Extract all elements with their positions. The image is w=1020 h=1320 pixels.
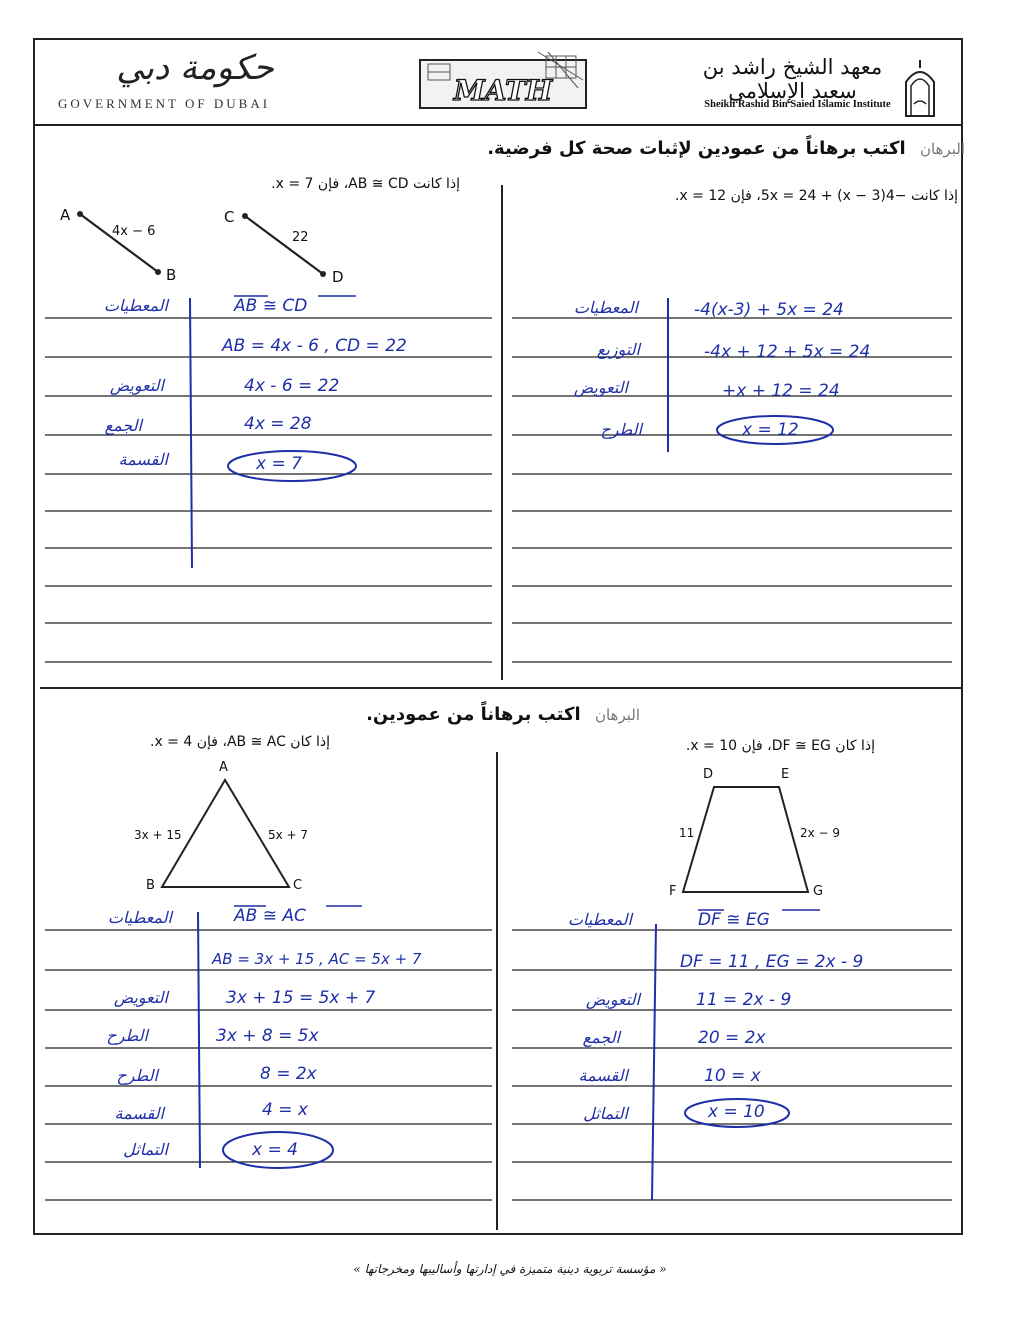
s1r-reason-1: المعطيات (573, 298, 638, 317)
s1l-reason-4: القسمة (118, 450, 168, 469)
s2l-step-4: 3x + 8 = 5x (216, 1026, 319, 1046)
fig-label-D: D (332, 268, 344, 286)
s1r-step-3: +x + 12 = 24 (722, 381, 840, 401)
tri-label-C: C (293, 878, 303, 893)
fig-label-C: C (224, 208, 235, 226)
s2-right-statement: إذا كان DF ≅ EG، فإن x = 10. (685, 738, 875, 754)
tri-label-A: A (219, 760, 228, 775)
s2-left-statement: إذا كان AB ≅ AC، فإن x = 4. (149, 734, 330, 750)
s1l-step-4: 4x = 28 (244, 414, 312, 434)
gov-logo-english: GOVERNMENT OF DUBAI (58, 96, 271, 111)
s1l-reason-2: التعويض (109, 376, 164, 395)
fig-label-B: B (166, 266, 177, 284)
trap-label-G: G (813, 884, 824, 899)
s1l-reason-3: الجمع (104, 416, 142, 435)
s2r-reason-2: التعويض (585, 990, 640, 1009)
footer-motto: « مؤسسة تربوية دينية متميزة في إدارتها وأساليبها ومخرجاتها » (353, 1262, 667, 1276)
s2l-step-2: AB = 3x + 15 , AC = 5x + 7 (212, 950, 422, 968)
institute-name-arabic: معهد الشيخ راشد بن سعيد الإسلامي (702, 55, 883, 103)
trap-label-F: F (669, 884, 677, 899)
math-logo-text: MATH (453, 74, 553, 107)
s2r-step-3: 11 = 2x - 9 (696, 990, 792, 1010)
s1r-reason-3: التعويض (573, 378, 628, 397)
section1-label: البرهان (919, 140, 965, 158)
section2-instruction: اكتب برهاناً من عمودين. (366, 704, 581, 725)
gov-logo-arabic: حكومة دبي (116, 48, 274, 88)
s2l-reason-5: القسمة (114, 1104, 164, 1123)
s1r-step-4: x = 12 (742, 420, 799, 440)
s1l-step-5: x = 7 (256, 454, 302, 474)
s2r-step-2: DF = 11 , EG = 2x - 9 (680, 952, 864, 972)
s2l-reason-4: الطرح (116, 1066, 158, 1085)
s1r-reason-2: التوزيع (596, 340, 640, 359)
s2l-reason-2: التعويض (113, 988, 168, 1007)
tri-label-left: 3x + 15 (134, 828, 182, 842)
s2r-reason-5: التماثل (583, 1104, 628, 1123)
section2-label: البرهان (594, 706, 640, 724)
s2l-reason-3: الطرح (106, 1026, 148, 1045)
trap-label-E: E (781, 767, 790, 782)
s2r-step-5: 10 = x (704, 1066, 761, 1086)
s2l-reason-6: التماثل (123, 1140, 168, 1159)
trap-label-right: 2x − 9 (800, 826, 841, 840)
s1l-reason-1: المعطيات (103, 296, 168, 315)
s1l-step-1: AB ≅ CD (234, 296, 308, 316)
s1l-step-3: 4x - 6 = 22 (244, 376, 340, 396)
s1r-reason-4: الطرح (600, 420, 642, 439)
s1-right-statement: إذا كانت −4(x − 3) + 5x = 24، فإن x = 12. (674, 188, 958, 204)
s1-left-statement: إذا كانت AB ≅ CD، فإن x = 7. (271, 176, 460, 192)
s2l-step-3: 3x + 15 = 5x + 7 (226, 988, 376, 1008)
fig-label-cd: 22 (292, 230, 309, 245)
s2r-reason-1: المعطيات (567, 910, 632, 929)
tri-label-right: 5x + 7 (268, 828, 309, 842)
s1r-step-1: -4(x-3) + 5x = 24 (694, 300, 844, 320)
s2l-step-6: 4 = x (262, 1100, 308, 1120)
s1r-step-2: -4x + 12 + 5x = 24 (704, 342, 871, 362)
trap-label-left: 11 (679, 826, 695, 840)
s2l-step-1: AB ≅ AC (234, 906, 306, 926)
fig-label-A: A (60, 206, 71, 224)
s2r-step-6: x = 10 (708, 1102, 765, 1122)
s2l-reason-1: المعطيات (107, 908, 172, 927)
s2r-reason-3: الجمع (582, 1028, 620, 1047)
tri-label-B: B (146, 878, 155, 893)
section1-instruction: اكتب برهاناً من عمودين لإثبات صحة كل فرضية. (487, 138, 906, 159)
s1l-step-2: AB = 4x - 6 , CD = 22 (222, 336, 407, 356)
s2r-step-1: DF ≅ EG (698, 910, 770, 930)
s2l-step-5: 8 = 2x (260, 1064, 317, 1084)
trap-label-D: D (703, 767, 714, 782)
fig-label-ab: 4x − 6 (112, 224, 156, 239)
s2r-step-4: 20 = 2x (698, 1028, 766, 1048)
institute-name-english: Sheikh Rashid Bin Saied Islamic Institute (704, 99, 891, 110)
s2r-reason-4: القسمة (578, 1066, 628, 1085)
s2l-step-7: x = 4 (252, 1140, 298, 1160)
